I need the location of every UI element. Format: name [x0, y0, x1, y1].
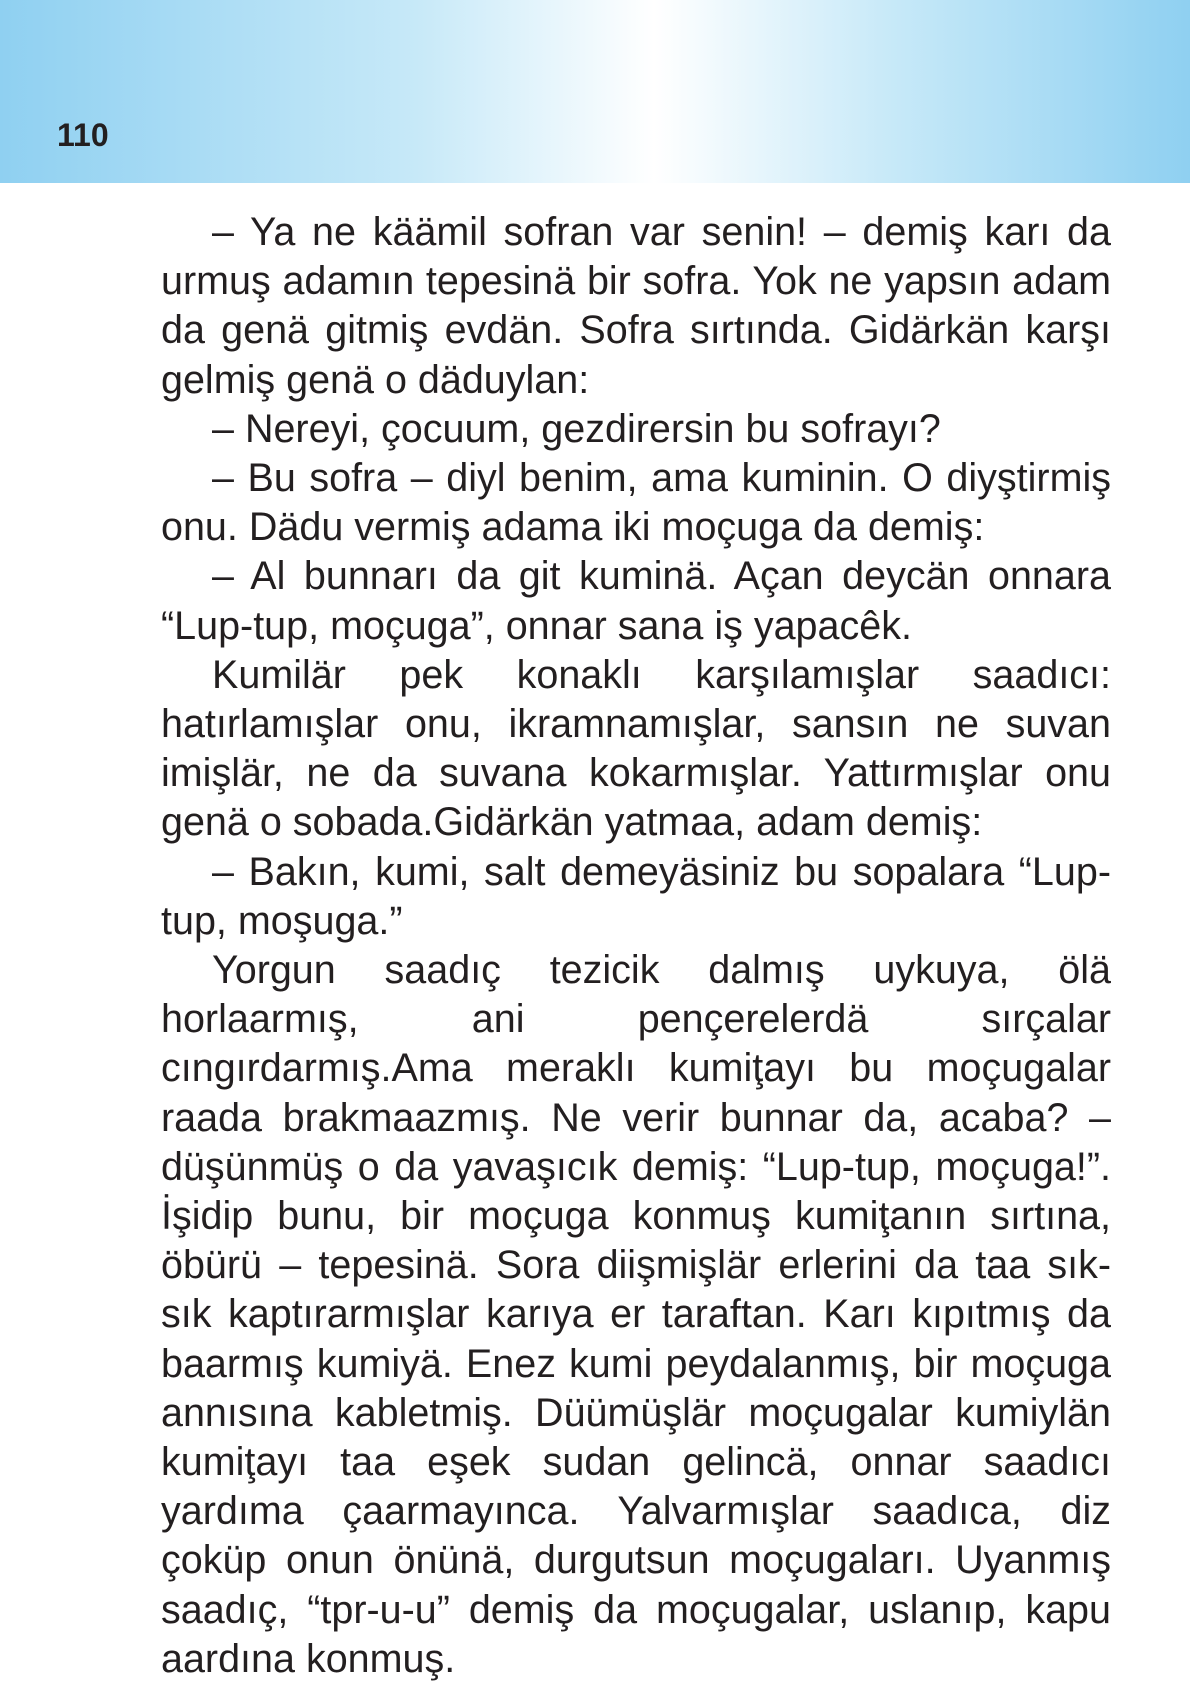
header-band	[0, 0, 1190, 183]
paragraph: – Bakın, kumi, salt demeyäsiniz bu sopalara “Lup-tup, moşuga.”	[161, 849, 1111, 943]
body-text	[161, 208, 1111, 1683]
paragraph: – Al bunnarı da git kuminä. Açan deycän onnara “Lup-tup, moçuga”, onnar sana iş yapacêk.	[161, 554, 1111, 648]
paragraph: Yorgun saadıç tezicik dalmış uykuya, ölä horlaarmış, ani pençerelerdä sırçalar cıngırdarmış.Ama meraklı kumiţayı bu moçugalar raada brakmaazmış. Ne verir bunnar da, acaba? – düşünmüş o da yavaşıcık demiş: “Lup-tup, moçuga!”. İşidip bunu, bir moçuga konmuş kumiţanın sırtına, öbürü – tepesinä. Sora diişmişlär erlerini da taa sık-sık kaptırarmışlar karıya er taraftan. Karı kıpıtmış da baarmış kumiyä. Enez kumi peydalanmış, bir moçuga annısına kabletmiş. Düümüşlär moçugalar kumiylän kumiţayı taa eşek sudan gelincä, onnar saadıcı yardıma çaarmayınca. Yalvarmışlar saadıca, diz çoküp onun önünä, durgutsun moçugaları. Uyanmış saadıç, “tpr-u-u” demiş da moçugalar, uslanıp, kapu aardına konmuş.	[161, 948, 1111, 1681]
paragraph: Kumilär pek konaklı karşılamışlar saadıcı: hatırlamışlar onu, ikramnamışlar, sansın ne suvan imişlär, ne da suvana kokarmışlar. Yattırmışlar onu genä o sobada.Gidärkän yatmaa, adam demiş:	[161, 652, 1111, 845]
paragraph: – Ya ne käämil sofran var senin! – demiş karı da urmuş adamın tepesinä bir sofra. Yok ne yapsın adam da genä gitmiş evdän. Sofra sırtında. Gidärkän karşı gelmiş genä o däduylan:	[161, 210, 1111, 402]
page-number: 110	[57, 117, 109, 153]
paragraph: – Bu sofra – diyl benim, ama kuminin. O diyştirmiş onu. Dädu vermiş adama iki moçuga da demiş:	[161, 456, 1111, 550]
paragraph: – Nereyi, çocuum, gezdirersin bu sofrayı?	[212, 406, 941, 451]
